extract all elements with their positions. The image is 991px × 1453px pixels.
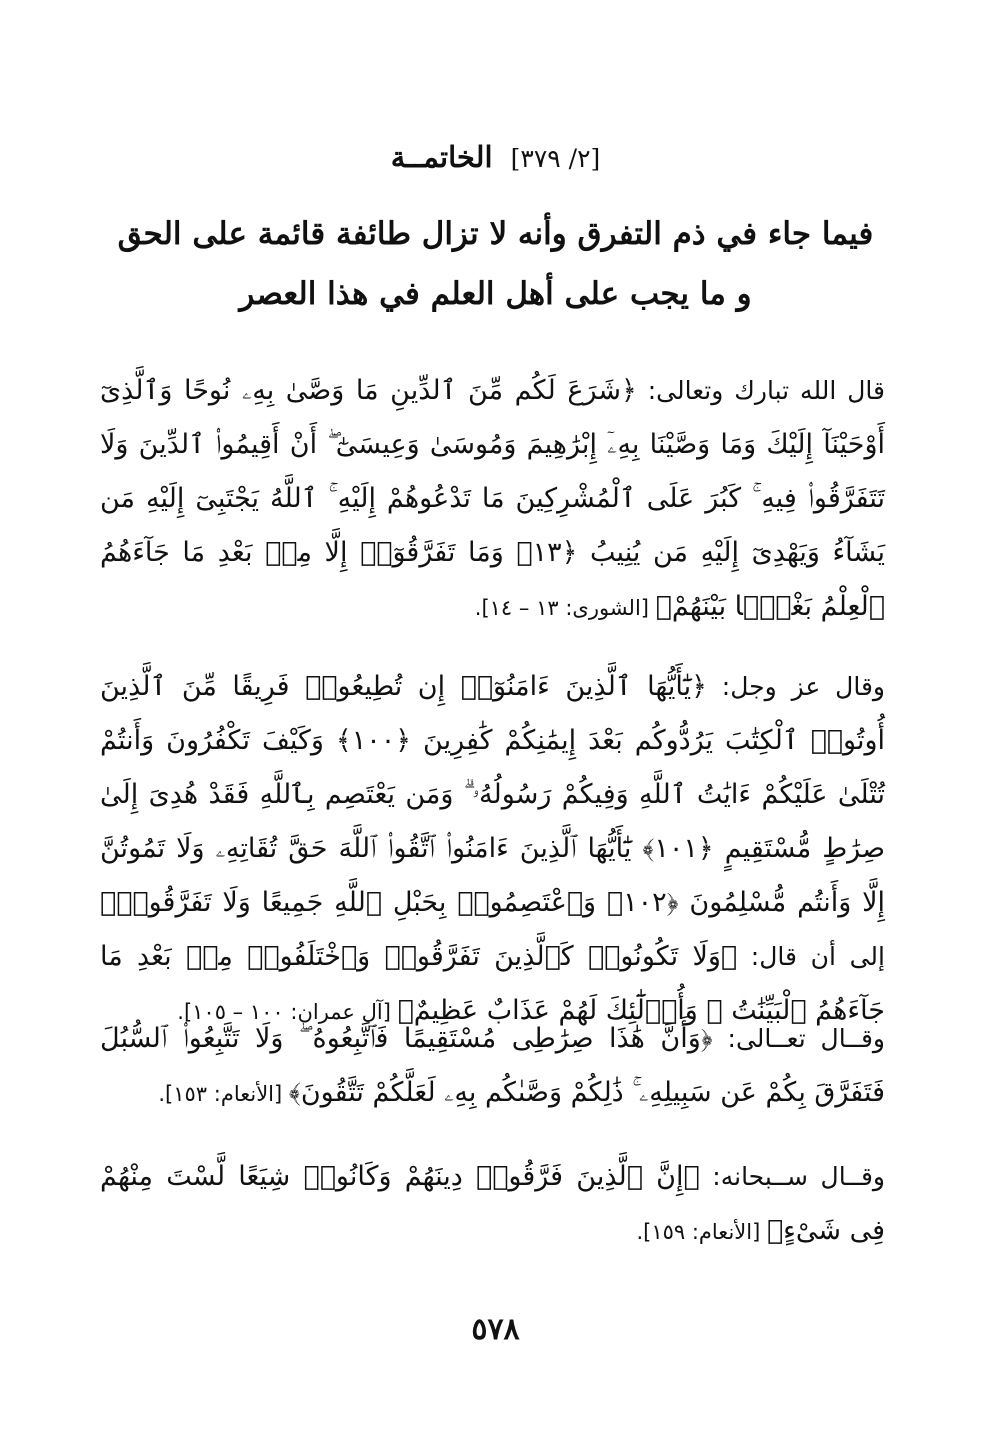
- paragraph-lead: وقال عز وجل:: [706, 672, 885, 701]
- verse-citation: [الشورى: ١٣ – ١٤].: [474, 596, 656, 620]
- section-heading: [0, 140, 991, 174]
- section-title: الخاتمــة: [390, 140, 493, 174]
- quran-verse: ﴿إِنَّ ٱلَّذِينَ فَرَّقُوا۟ دِينَهُمْ وَكَانُوا۟ شِيَعًا لَّسْتَ مِنْهُمْ فِى شَىْءٍ﴾: [100, 1161, 885, 1246]
- verse-citation: [آل عمران: ١٠٠ – ١٠٥].: [177, 1000, 398, 1024]
- paragraph-lead: وقــال تعــالى:: [712, 1024, 885, 1053]
- paragraph-anam-153: [100, 1012, 885, 1121]
- paragraph-shura: [100, 364, 885, 635]
- paragraph-lead: وقــال ســبحانه:: [699, 1162, 885, 1191]
- paragraph-al-imran: [100, 660, 885, 1039]
- quran-verse-second: ﴿وَلَا تَكُونُوا۟ كَٱلَّذِينَ تَفَرَّقُوا۟ وَٱخْتَلَفُوا۟ مِنۢ بَعْدِ مَا جَآءَهُمُ ٱلْبَيِّنَٰتُ ۚ وَأُو۟لَٰٓئِكَ لَهُمْ عَذَابٌ عَظِيمٌ﴾: [100, 941, 885, 1026]
- chapter-subtitle: [0, 204, 991, 324]
- paragraph-connector: إلى أن قال:: [737, 942, 885, 971]
- quran-verse: ﴿يَٰٓأَيُّهَا ٱلَّذِينَ ءَامَنُوٓا۟ إِن تُطِيعُوا۟ فَرِيقًا مِّنَ ٱلَّذِينَ أُوتُوا۟ ٱلْكِتَٰبَ يَرُدُّوكُم بَعْدَ إِيمَٰنِكُمْ كَٰفِرِينَ ﴿١٠٠﴾ وَكَيْفَ تَكْفُرُونَ وَأَنتُمْ تُتْلَىٰ عَلَيْكُمْ ءَايَٰتُ ٱللَّهِ وَفِيكُمْ رَسُولُهُۥ ۗ وَمَن يَعْتَصِم بِٱللَّهِ فَقَدْ هُدِىَ إِلَىٰ صِرَٰطٍ مُّسْتَقِيمٍ ﴿١٠١﴾ يَٰٓأَيُّهَا ٱلَّذِينَ ءَامَنُوا۟ ٱتَّقُوا۟ ٱللَّهَ حَقَّ تُقَاتِهِۦ وَلَا تَمُوتُنَّ إِلَّا وَأَنتُم مُّسْلِمُونَ ﴿١٠٢﴾ وَٱعْتَصِمُوا۟ بِحَبْلِ ٱللَّهِ جَمِيعًا وَلَا تَفَرَّقُوا۟﴾: [100, 671, 886, 918]
- quran-verse: ﴿شَرَعَ لَكُم مِّنَ ٱلدِّينِ مَا وَصَّىٰ بِهِۦ نُوحًا وَٱلَّذِىٓ أَوْحَيْنَآ إِلَيْكَ وَمَا وَصَّيْنَا بِهِۦٓ إِبْرَٰهِيمَ وَمُوسَىٰ وَعِيسَىٰٓ ۖ أَنْ أَقِيمُوا۟ ٱلدِّينَ وَلَا تَتَفَرَّقُوا۟ فِيهِ ۚ كَبُرَ عَلَى ٱلْمُشْرِكِينَ مَا تَدْعُوهُمْ إِلَيْهِ ۚ ٱللَّهُ يَجْتَبِىٓ إِلَيْهِ مَن يَشَآءُ وَيَهْدِىٓ إِلَيْهِ مَن يُنِيبُ ﴿١٣﴾ وَمَا تَفَرَّقُوٓا۟ إِلَّا مِنۢ بَعْدِ مَا جَآءَهُمُ ٱلْعِلْمُ بَغْيًۢا بَيْنَهُمْ﴾: [100, 375, 886, 622]
- verse-citation: [الأنعام: ١٥٩].: [636, 1220, 767, 1244]
- subtitle-line-2: و ما يجب على أهل العلم في هذا العصر: [239, 276, 752, 312]
- paragraph-lead: قال الله تبارك وتعالى:: [636, 376, 885, 405]
- paragraph-anam-159: [100, 1150, 885, 1259]
- subtitle-line-1: فيما جاء في ذم التفرق وأنه لا تزال طائفة قائمة على الحق: [117, 216, 874, 252]
- page-number: ٥٧٨: [471, 1312, 520, 1347]
- quran-verse: ﴿وَأَنَّ هَٰذَا صِرَٰطِى مُسْتَقِيمًا فَٱتَّبِعُوهُ ۖ وَلَا تَتَّبِعُوا۟ ٱلسُّبُلَ فَتَفَرَّقَ بِكُمْ عَن سَبِيلِهِۦ ۚ ذَٰلِكُمْ وَصَّىٰكُم بِهِۦ لَعَلَّكُمْ تَتَّقُونَ﴾: [100, 1023, 885, 1108]
- verse-citation: [الأنعام: ١٥٣].: [158, 1082, 289, 1106]
- section-reference: [٢/ ٣٧٩]: [510, 144, 601, 173]
